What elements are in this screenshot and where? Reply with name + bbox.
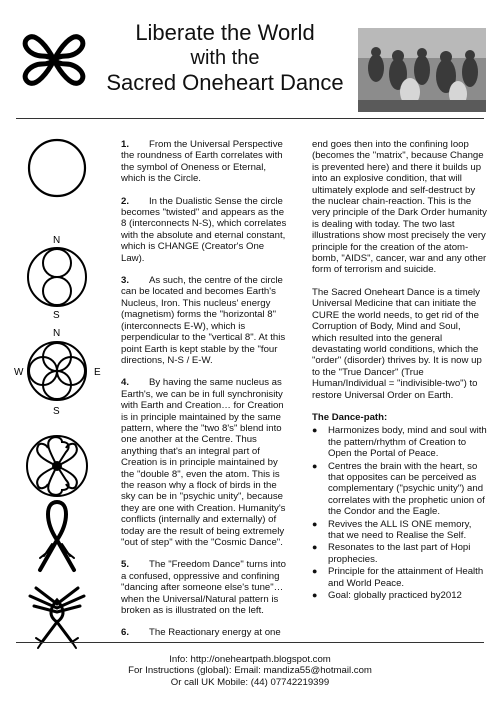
paragraph-text: As such, the centre of the circle can be located and becomes Earth's Nucleus, Iron. This nucleus' energy (magnetism) forms the "horizontal 8" (interconnects E-W), which is perpendicular to the "vertical 8". At this point Earth is kept stable by the "four directions, N-S / E-W.: [121, 275, 286, 366]
paragraph-3: [121, 275, 289, 366]
title-line-2: with the: [190, 47, 260, 69]
paragraph-text: The Reactionary energy at one: [149, 627, 281, 639]
paragraph-number: 4.: [121, 377, 130, 389]
knot-logo: [18, 22, 90, 98]
list-item: ● Revives the ALL IS ONE memory, that we need to Realise the Self.: [312, 519, 487, 542]
south-label-2: S: [53, 406, 60, 417]
list-item: ● Harmonizes body, mind and soul with the pattern/rhythm of Creation to Open the Portal of Peace.: [312, 425, 487, 459]
paragraph-1: [121, 139, 289, 185]
bottom-divider: [16, 642, 484, 643]
dance-photo: [358, 28, 486, 112]
paragraph-4: [121, 377, 289, 548]
paragraph-number: 3.: [121, 275, 130, 287]
continuation-paragraph: end goes then into the confining loop (becomes the "matrix", because Change is prevented here) and there it builds up into an explosive condition, that will ultimately explode and self-destruct by the nuclear chain-reaction. This is the very principle of the Dark Order humanity is dealing with today. The two last illustrations show most precisely the very principle for the creation of the atom-bomb, "AIDS", cancer, war and any other form of terrorism and suicide.: [312, 139, 487, 276]
paragraph-text: The "Freedom Dance" turns into a confused, oppressive and confining "dancing after someone else's tune"… when the Universal/Natural pattern is broken as is illustrated on the left.: [121, 559, 286, 617]
title-line-3: Sacred Oneheart Dance: [106, 70, 344, 95]
paragraph-text: In the Dualistic Sense the circle becomes "twisted" and appears as the 8 (interconnects N-S), which correlates with the absolute and eternal constant, which is CHANGE (Creator's One Law).: [121, 195, 287, 264]
vertical-eight-symbol: [28, 248, 86, 306]
confined-loop-symbol: [40, 502, 74, 570]
south-label-1: S: [53, 310, 60, 321]
list-item: ● Centres the brain with the heart, so that opposites can be perceived as complementary ("psychic unity") and correlates with the prophetic union of the Condor and the Eagle.: [312, 461, 487, 518]
winged-figure-symbol: [30, 588, 84, 648]
title-line-1: Liberate the World: [135, 20, 315, 45]
north-label-2: N: [53, 328, 61, 339]
centered-knot-symbol: [27, 436, 87, 496]
paragraph-5: [121, 559, 289, 616]
footer-info-link[interactable]: Info: http://oneheartpath.blogspot.com: [169, 654, 331, 665]
paragraph-number: 1.: [121, 139, 130, 150]
paragraph-2: [121, 196, 289, 264]
title-block: [95, 20, 355, 96]
circle-symbol: [29, 140, 85, 196]
paragraph-number: 2.: [121, 195, 130, 207]
paragraph-number: 6.: [121, 627, 130, 639]
list-item: ● Principle for the attainment of Health and World Peace.: [312, 566, 487, 589]
paragraph-6: [121, 627, 289, 638]
east-label: E: [94, 367, 101, 378]
list-item: ● Goal: globally practiced by2012: [312, 590, 487, 601]
footer-phone: Or call UK Mobile: (44) 07742219399: [170, 676, 330, 688]
footer-email[interactable]: For Instructions (global): Email: mandiza55@hotmail.com: [128, 665, 372, 677]
top-divider: [16, 118, 484, 119]
symbols-column: [0, 130, 110, 650]
paragraph-number: 5.: [121, 559, 130, 571]
oneheart-paragraph: The Sacred Oneheart Dance is a timely Universal Medicine that can initiate the CURE the world needs, to get rid of the Corruption of Body, Mind and Soul, which resulted into the general devastating world conditions, which the "order" (disorder) thrives by. It is now up to the "True Dancer" (True Human/Individual = "indivisible-two") to restore Universal Order on Earth.: [312, 286, 482, 401]
dance-path-heading: The Dance-path:: [312, 411, 388, 423]
paragraph-text: By having the same nucleus as Earth's, we can be in full synchronisity with Earth and Creation… for Creation is in principle maintained by the same pattern, where the "two 8's" blend into one another at the Centre. Thus anything that's an integral part of Creation is in principle maintained by the "double 8", even the atom. This is the reason why a flock of birds in the sky can be in "psychic unity", because they are one with Creation. Humanity's conflicts (internally and externally) of today are the result of being extremely "out of step" with the "Cosmic Dance".: [121, 377, 286, 548]
double-eight-symbol: [28, 342, 86, 400]
text-column-1: [121, 139, 289, 650]
paragraph-text: From the Universal Perspective the roundness of Earth correlates with the symbol of Oneness or Eternal, which is the Circle.: [121, 139, 283, 185]
list-item: ● Resonates to the last part of Hopi prophecies.: [312, 542, 487, 565]
dance-path-list: [312, 425, 487, 601]
footer: [0, 654, 500, 688]
west-label: W: [14, 367, 24, 378]
north-label-1: N: [53, 235, 61, 246]
text-column-2: [312, 139, 487, 602]
